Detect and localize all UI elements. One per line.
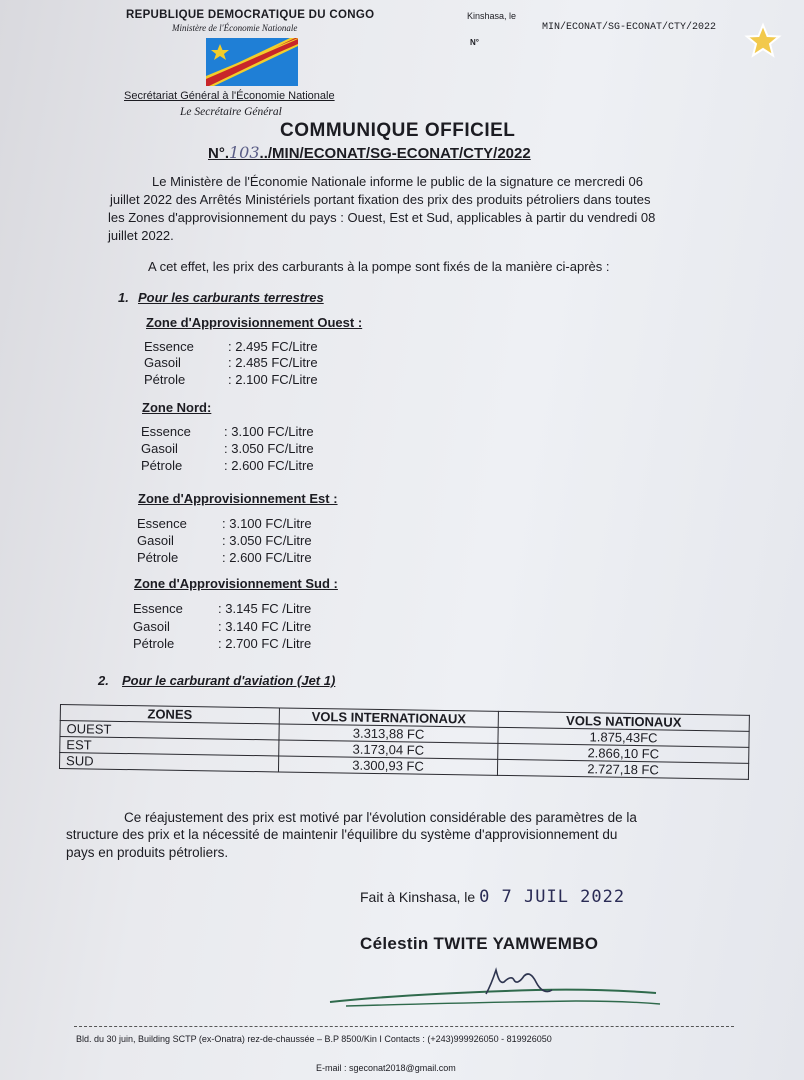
product-price: : 2.495 FC/Litre [228, 339, 318, 354]
section1-number: 1. [118, 290, 129, 305]
reference-code: MIN/ECONAT/SG-ECONAT/CTY/2022 [542, 22, 717, 33]
secretariat-heading: Secrétariat Général à l'Économie Nationale [124, 90, 335, 102]
zone-cell: OUEST [60, 721, 279, 740]
section2-title: Pour le carburant d'aviation (Jet 1) [122, 673, 336, 688]
number-label: N° [470, 38, 479, 47]
section1-title: Pour les carburants terrestres [138, 290, 324, 305]
product-label: Pétrole [133, 636, 175, 651]
closing-line: structure des prix et la nécessité de maintenir l'équilibre du système d'approvisionnement du [66, 827, 618, 842]
jet-fuel-table [59, 704, 750, 780]
lead-paragraph: A cet effet, les prix des carburants à la pompe sont fixés de la manière ci-après : [148, 259, 610, 274]
drc-flag-icon [206, 38, 298, 86]
section2-number: 2. [98, 673, 109, 688]
zone-title: Zone Nord: [142, 400, 212, 415]
zone-title: Zone d'Approvisionnement Est : [138, 491, 338, 506]
closing-line: Ce réajustement des prix est motivé par l'évolution considérable des paramètres de la [124, 810, 637, 825]
product-price: : 3.050 FC/Litre [222, 533, 312, 548]
international-price-cell: 3.300,93 FC [278, 756, 497, 775]
product-label: Essence [137, 516, 187, 531]
column-header: VOLS NATIONAUX [498, 711, 749, 731]
intro-line: juillet 2022 des Arrêtés Ministériels portant fixation des prix des produits pétroliers dans toutes [110, 192, 651, 207]
product-label: Gasoil [133, 619, 170, 634]
product-label: Pétrole [144, 372, 186, 387]
product-price: : 2.600 FC/Litre [222, 550, 312, 565]
column-header: ZONES [60, 705, 279, 724]
footer-email: E-mail : sgeconat2018@gmail.com [316, 1063, 456, 1073]
product-price: : 2.100 FC/Litre [228, 372, 318, 387]
product-price: : 2.485 FC/Litre [228, 355, 318, 370]
handwritten-number: 103 [229, 143, 260, 162]
document-title: COMMUNIQUE OFFICIEL [280, 120, 516, 141]
national-price-cell: 1.875,43FC [498, 727, 749, 747]
intro-line: les Zones d'approvisionnement du pays : Ouest, Est et Sud, applicables à partir du vendredi 08 [108, 210, 656, 225]
closing-line: pays en produits pétroliers. [66, 845, 229, 860]
star-icon [744, 22, 782, 60]
intro-line: Le Ministère de l'Économie Nationale informe le public de la signature ce mercredi 06 [152, 174, 643, 189]
handwritten-signature [326, 960, 666, 1020]
product-label: Gasoil [141, 441, 178, 456]
column-header: VOLS INTERNATIONAUX [279, 708, 498, 727]
zone-title: Zone d'Approvisionnement Ouest : [146, 315, 363, 330]
product-price: : 2.600 FC/Litre [224, 458, 314, 473]
product-label: Gasoil [144, 355, 181, 370]
signing-place-date: Fait à Kinshasa, le 0 7 JUIL 2022 [360, 887, 626, 907]
place-label: Kinshasa, le [467, 11, 517, 21]
product-price: : 3.100 FC/Litre [224, 424, 314, 439]
international-price-cell: 3.313,88 FC [279, 724, 498, 743]
intro-line: juillet 2022. [108, 228, 174, 243]
footer-address: Bld. du 30 juin, Building SCTP (ex-Onatra) rez-de-chaussée – B.P 8500/Kin I Contacts : (+243)999926050 - 819926050 [76, 1034, 552, 1044]
zone-cell: SUD [59, 753, 278, 772]
product-price: : 2.700 FC /Litre [218, 636, 312, 651]
product-label: Essence [144, 339, 194, 354]
product-price: : 3.050 FC/Litre [224, 441, 314, 456]
republic-heading: REPUBLIQUE DEMOCRATIQUE DU CONGO [126, 9, 375, 21]
secretary-heading: Le Secrétaire Général [180, 106, 282, 118]
product-label: Essence [141, 424, 191, 439]
footer-divider [74, 1026, 734, 1027]
national-price-cell: 2.866,10 FC [498, 743, 749, 763]
stamped-date: 0 7 JUIL 2022 [479, 887, 626, 907]
product-label: Gasoil [137, 533, 174, 548]
ministry-subheading: Ministère de l'Économie Nationale [172, 23, 298, 33]
product-price: : 3.100 FC/Litre [222, 516, 312, 531]
product-price: : 3.145 FC /Litre [218, 601, 312, 616]
communique-number: N°.103../MIN/ECONAT/SG-ECONAT/CTY/2022 [208, 143, 531, 162]
product-price: : 3.140 FC /Litre [218, 619, 312, 634]
product-label: Pétrole [137, 550, 179, 565]
product-label: Pétrole [141, 458, 183, 473]
zone-cell: EST [60, 737, 279, 756]
product-label: Essence [133, 601, 183, 616]
signer-name: Célestin TWITE YAMWEMBO [360, 934, 599, 953]
zone-title: Zone d'Approvisionnement Sud : [134, 576, 338, 591]
national-price-cell: 2.727,18 FC [497, 759, 748, 779]
international-price-cell: 3.173,04 FC [279, 740, 498, 759]
